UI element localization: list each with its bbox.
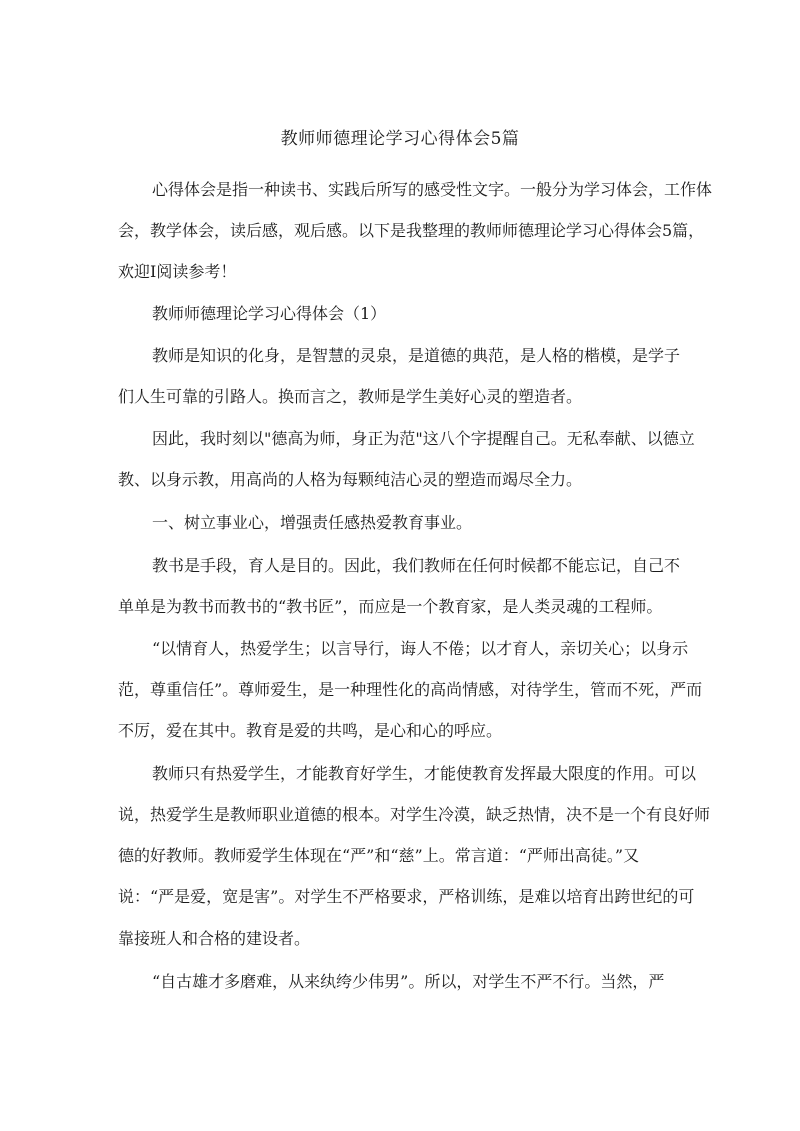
paragraph-line: 单单是为教书而教书的“教书匠”，而应是一个教育家，是人类灵魂的工程师。 <box>118 597 663 616</box>
paragraph-line: 欢迎I阅读参考！ <box>118 262 237 281</box>
paragraph-line: 会，教学体会，读后感，观后感。以下是我整理的教师师德理论学习心得体会5篇， <box>118 221 705 240</box>
paragraph-line: “自古雄才多磨难，从来纨绔少伟男”。所以，对学生不严不行。当然，严 <box>152 972 665 991</box>
paragraph-line: 德的好教师。教师爱学生体现在“严”和“慈”上。常言道：“严师出高徒。”又 <box>118 846 640 865</box>
paragraph-line: 教师是知识的化身，是智慧的灵泉，是道德的典范，是人格的楷模，是学子 <box>152 346 681 365</box>
document-title: 教师师德理论学习心得体会5篇 <box>280 129 520 149</box>
paragraph-line: “以情育人，热爱学生；以言导行，诲人不倦；以才育人，亲切关心；以身示 <box>152 639 689 658</box>
paragraph-line: 教师只有热爱学生，才能教育好学生，才能使教育发挥最大限度的作用。可以 <box>152 764 697 783</box>
paragraph-line: 说：“严是爱，宽是害”。对学生不严格要求，严格训练，是难以培育出跨世纪的可 <box>118 887 695 906</box>
paragraph-line: 教书是手段，育人是目的。因此，我们教师在任何时候都不能忘记，自己不 <box>152 556 681 575</box>
paragraph-line: 教、以身示教，用高尚的人格为每颗纯洁心灵的塑造而竭尽全力。 <box>118 470 583 489</box>
paragraph-line: 们人生可靠的引路人。换而言之，教师是学生美好心灵的塑造者。 <box>118 387 583 406</box>
section-heading: 一、树立事业心，增强责任感热爱教育事业。 <box>152 513 473 532</box>
paragraph-line: 说，热爱学生是教师职业道德的根本。对学生冷漠，缺乏热情，决不是一个有良好师 <box>118 805 711 824</box>
paragraph-line: 靠接班人和合格的建设者。 <box>118 929 311 948</box>
paragraph-line: 不厉，爱在其中。教育是爱的共鸣，是心和心的呼应。 <box>118 721 503 740</box>
paragraph-line: 心得体会是指一种读书、实践后所写的感受性文字。一般分为学习体会，工作体 <box>152 180 713 199</box>
section-heading: 教师师德理论学习心得体会（1） <box>152 304 387 323</box>
paragraph-line: 因此，我时刻以"德高为师，身正为范"这八个字提醒自己。无私奉献、以德立 <box>152 429 695 448</box>
paragraph-line: 范，尊重信任”。尊师爱生，是一种理性化的高尚情感，对待学生，管而不死，严而 <box>118 680 703 699</box>
